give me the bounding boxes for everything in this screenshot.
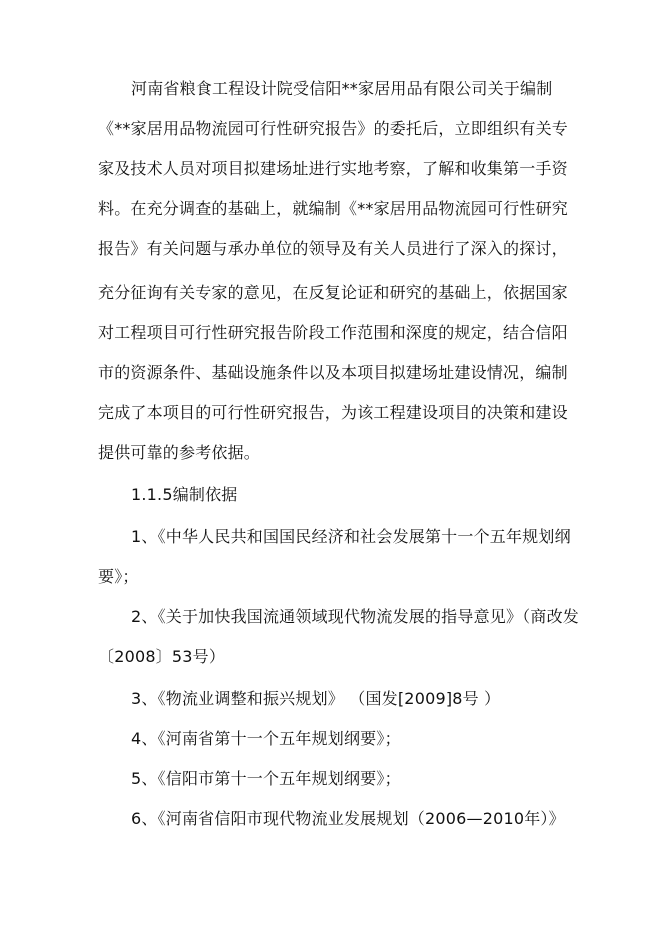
basis-item-line: 5、《信阳市第十一个五年规划纲要》； — [131, 769, 401, 788]
paragraph-line: 市的资源条件、基础设施条件以及本项目拟建场址建设情况，编制 — [98, 363, 568, 382]
paragraph-line: 完成了本项目的可行性研究报告，为该工程建设项目的决策和建设 — [98, 403, 568, 422]
basis-item-line: 要》； — [98, 567, 139, 586]
basis-item-line: 〔2008〕53号） — [98, 647, 226, 666]
paragraph-line: 河南省粮食工程设计院受信阳**家居用品有限公司关于编制 — [131, 79, 553, 98]
paragraph-line: 料。在充分调查的基础上，就编制《**家居用品物流园可行性研究 — [98, 199, 569, 218]
paragraph-line: 家及技术人员对项目拟建场址进行实地考察，了解和收集第一手资 — [98, 159, 568, 178]
basis-item-line: 3、《物流业调整和振兴规划》 （国发[2009]8号 ） — [131, 689, 501, 708]
paragraph-line: 报告》有关问题与承办单位的领导及有关人员进行了深入的探讨， — [98, 239, 568, 258]
paragraph-line: 对工程项目可行性研究报告阶段工作范围和深度的规定，结合信阳 — [98, 323, 568, 342]
paragraph-line: 提供可靠的参考依据。 — [98, 443, 261, 462]
section-heading: 1.1.5编制依据 — [131, 485, 238, 504]
basis-item-line: 4、《河南省第十一个五年规划纲要》； — [131, 729, 401, 748]
basis-item-line: 6、《河南省信阳市现代物流业发展规划（2006—2010年）》 — [131, 809, 565, 828]
basis-item-line: 2、《关于加快我国流通领域现代物流发展的指导意见》（商改发 — [131, 607, 579, 626]
paragraph-line: 充分征询有关专家的意见，在反复论证和研究的基础上，依据国家 — [98, 283, 568, 302]
basis-item-line: 1、《中华人民共和国国民经济和社会发展第十一个五年规划纲 — [131, 527, 571, 546]
paragraph-line: 《**家居用品物流园可行性研究报告》的委托后，立即组织有关专 — [98, 119, 569, 138]
